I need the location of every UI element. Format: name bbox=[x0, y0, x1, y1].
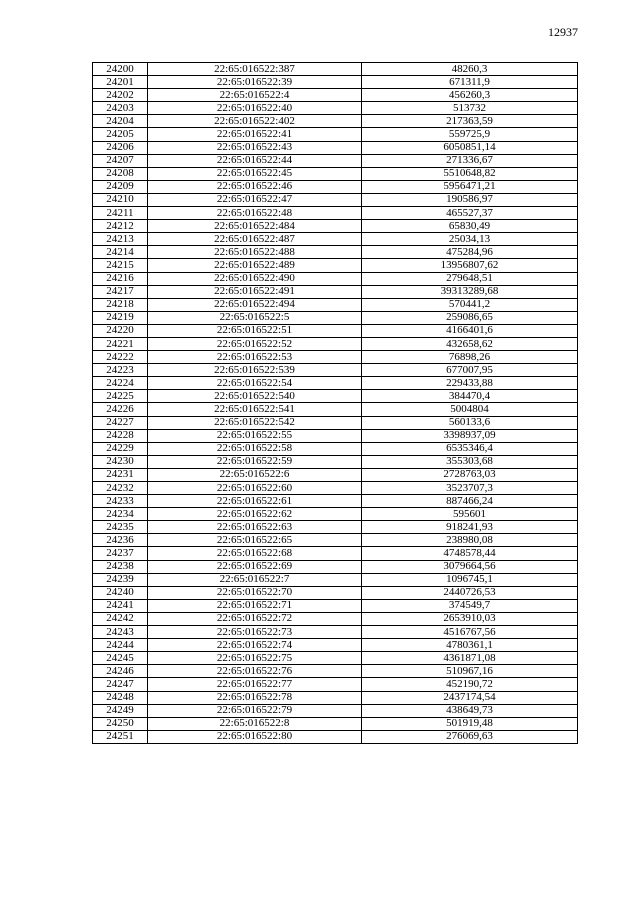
row-number-cell: 24244 bbox=[93, 639, 148, 652]
cadastral-number-cell: 22:65:016522:65 bbox=[148, 534, 362, 547]
cadastral-number-cell: 22:65:016522:74 bbox=[148, 639, 362, 652]
table-row bbox=[93, 442, 578, 455]
table-row bbox=[93, 691, 578, 704]
cadastral-number-cell: 22:65:016522:52 bbox=[148, 337, 362, 350]
cadastral-number-cell: 22:65:016522:53 bbox=[148, 351, 362, 364]
table-row bbox=[93, 678, 578, 691]
table-row bbox=[93, 246, 578, 259]
table-row bbox=[93, 351, 578, 364]
cadastral-number-cell: 22:65:016522:540 bbox=[148, 390, 362, 403]
cadastral-value-cell: 452190,72 bbox=[362, 678, 578, 691]
table-row bbox=[93, 416, 578, 429]
cadastral-value-cell: 3079664,56 bbox=[362, 560, 578, 573]
row-number-cell: 24201 bbox=[93, 76, 148, 89]
cadastral-number-cell: 22:65:016522:54 bbox=[148, 377, 362, 390]
cadastral-value-cell: 456260,3 bbox=[362, 89, 578, 102]
cadastral-value-cell: 5956471,21 bbox=[362, 180, 578, 193]
table-row bbox=[93, 272, 578, 285]
cadastral-number-cell: 22:65:016522:490 bbox=[148, 272, 362, 285]
cadastral-number-cell: 22:65:016522:489 bbox=[148, 259, 362, 272]
table-row bbox=[93, 220, 578, 233]
table-row bbox=[93, 115, 578, 128]
table-row bbox=[93, 639, 578, 652]
cadastral-value-cell: 5510648,82 bbox=[362, 167, 578, 180]
row-number-cell: 24205 bbox=[93, 128, 148, 141]
cadastral-value-cell: 438649,73 bbox=[362, 704, 578, 717]
table-row bbox=[93, 193, 578, 206]
cadastral-number-cell: 22:65:016522:80 bbox=[148, 730, 362, 743]
cadastral-value-cell: 48260,3 bbox=[362, 63, 578, 76]
row-number-cell: 24236 bbox=[93, 534, 148, 547]
cadastral-value-cell: 501919,48 bbox=[362, 717, 578, 730]
table-row bbox=[93, 259, 578, 272]
table-row bbox=[93, 717, 578, 730]
row-number-cell: 24204 bbox=[93, 115, 148, 128]
row-number-cell: 24228 bbox=[93, 429, 148, 442]
cadastral-number-cell: 22:65:016522:539 bbox=[148, 364, 362, 377]
row-number-cell: 24226 bbox=[93, 403, 148, 416]
cadastral-value-cell: 279648,51 bbox=[362, 272, 578, 285]
cadastral-value-cell: 1096745,1 bbox=[362, 573, 578, 586]
cadastral-value-cell: 271336,67 bbox=[362, 154, 578, 167]
row-number-cell: 24225 bbox=[93, 390, 148, 403]
row-number-cell: 24234 bbox=[93, 508, 148, 521]
cadastral-value-cell: 560133,6 bbox=[362, 416, 578, 429]
cadastral-value-cell: 475284,96 bbox=[362, 246, 578, 259]
row-number-cell: 24218 bbox=[93, 298, 148, 311]
cadastral-value-cell: 5004804 bbox=[362, 403, 578, 416]
row-number-cell: 24220 bbox=[93, 324, 148, 337]
table-row bbox=[93, 560, 578, 573]
row-number-cell: 24245 bbox=[93, 652, 148, 665]
table-row bbox=[93, 180, 578, 193]
table-row bbox=[93, 207, 578, 220]
cadastral-value-cell: 4780361,1 bbox=[362, 639, 578, 652]
cadastral-number-cell: 22:65:016522:71 bbox=[148, 599, 362, 612]
cadastral-value-cell: 2437174,54 bbox=[362, 691, 578, 704]
cadastral-number-cell: 22:65:016522:4 bbox=[148, 89, 362, 102]
row-number-cell: 24224 bbox=[93, 377, 148, 390]
row-number-cell: 24240 bbox=[93, 586, 148, 599]
table-row bbox=[93, 547, 578, 560]
table-row bbox=[93, 377, 578, 390]
cadastral-value-cell: 510967,16 bbox=[362, 665, 578, 678]
table-row bbox=[93, 612, 578, 625]
cadastral-number-cell: 22:65:016522:45 bbox=[148, 167, 362, 180]
cadastral-value-cell: 887466,24 bbox=[362, 495, 578, 508]
table-row bbox=[93, 154, 578, 167]
cadastral-number-cell: 22:65:016522:77 bbox=[148, 678, 362, 691]
table-row bbox=[93, 337, 578, 350]
cadastral-value-cell: 513732 bbox=[362, 102, 578, 115]
cadastral-number-cell: 22:65:016522:5 bbox=[148, 311, 362, 324]
table-row bbox=[93, 141, 578, 154]
row-number-cell: 24209 bbox=[93, 180, 148, 193]
row-number-cell: 24250 bbox=[93, 717, 148, 730]
cadastral-number-cell: 22:65:016522:59 bbox=[148, 455, 362, 468]
table-row bbox=[93, 730, 578, 743]
row-number-cell: 24217 bbox=[93, 285, 148, 298]
page-number: 12937 bbox=[548, 25, 578, 39]
cadastral-number-cell: 22:65:016522:79 bbox=[148, 704, 362, 717]
cadastral-number-cell: 22:65:016522:62 bbox=[148, 508, 362, 521]
cadastral-value-cell: 6050851,14 bbox=[362, 141, 578, 154]
row-number-cell: 24249 bbox=[93, 704, 148, 717]
row-number-cell: 24223 bbox=[93, 364, 148, 377]
cadastral-number-cell: 22:65:016522:76 bbox=[148, 665, 362, 678]
cadastral-value-cell: 595601 bbox=[362, 508, 578, 521]
cadastral-value-cell: 570441,2 bbox=[362, 298, 578, 311]
cadastral-number-cell: 22:65:016522:491 bbox=[148, 285, 362, 298]
row-number-cell: 24235 bbox=[93, 521, 148, 534]
table-row bbox=[93, 63, 578, 76]
cadastral-value-cell: 76898,26 bbox=[362, 351, 578, 364]
row-number-cell: 24233 bbox=[93, 495, 148, 508]
row-number-cell: 24231 bbox=[93, 468, 148, 481]
cadastral-value-cell: 217363,59 bbox=[362, 115, 578, 128]
cadastral-value-cell: 2728763,03 bbox=[362, 468, 578, 481]
table-row bbox=[93, 128, 578, 141]
cadastral-value-cell: 190586,97 bbox=[362, 193, 578, 206]
table-row bbox=[93, 586, 578, 599]
table-row bbox=[93, 102, 578, 115]
table-row bbox=[93, 403, 578, 416]
cadastral-number-cell: 22:65:016522:55 bbox=[148, 429, 362, 442]
row-number-cell: 24211 bbox=[93, 207, 148, 220]
cadastral-value-table bbox=[92, 62, 578, 744]
cadastral-value-cell: 259086,65 bbox=[362, 311, 578, 324]
table-row bbox=[93, 429, 578, 442]
cadastral-value-cell: 677007,95 bbox=[362, 364, 578, 377]
table-row bbox=[93, 599, 578, 612]
table-row bbox=[93, 534, 578, 547]
cadastral-value-cell: 3398937,09 bbox=[362, 429, 578, 442]
table-row bbox=[93, 89, 578, 102]
cadastral-number-cell: 22:65:016522:541 bbox=[148, 403, 362, 416]
row-number-cell: 24200 bbox=[93, 63, 148, 76]
cadastral-number-cell: 22:65:016522:63 bbox=[148, 521, 362, 534]
cadastral-number-cell: 22:65:016522:60 bbox=[148, 482, 362, 495]
table-row bbox=[93, 390, 578, 403]
row-number-cell: 24221 bbox=[93, 337, 148, 350]
cadastral-number-cell: 22:65:016522:7 bbox=[148, 573, 362, 586]
cadastral-number-cell: 22:65:016522:41 bbox=[148, 128, 362, 141]
cadastral-number-cell: 22:65:016522:75 bbox=[148, 652, 362, 665]
cadastral-number-cell: 22:65:016522:51 bbox=[148, 324, 362, 337]
row-number-cell: 24229 bbox=[93, 442, 148, 455]
row-number-cell: 24243 bbox=[93, 626, 148, 639]
cadastral-number-cell: 22:65:016522:68 bbox=[148, 547, 362, 560]
table-row bbox=[93, 665, 578, 678]
cadastral-value-cell: 229433,88 bbox=[362, 377, 578, 390]
row-number-cell: 24232 bbox=[93, 482, 148, 495]
cadastral-number-cell: 22:65:016522:387 bbox=[148, 63, 362, 76]
table-row bbox=[93, 298, 578, 311]
cadastral-number-cell: 22:65:016522:8 bbox=[148, 717, 362, 730]
table-row bbox=[93, 704, 578, 717]
row-number-cell: 24213 bbox=[93, 233, 148, 246]
cadastral-value-cell: 374549,7 bbox=[362, 599, 578, 612]
row-number-cell: 24242 bbox=[93, 612, 148, 625]
cadastral-number-cell: 22:65:016522:73 bbox=[148, 626, 362, 639]
cadastral-value-cell: 432658,62 bbox=[362, 337, 578, 350]
row-number-cell: 24239 bbox=[93, 573, 148, 586]
cadastral-number-cell: 22:65:016522:58 bbox=[148, 442, 362, 455]
table-row bbox=[93, 455, 578, 468]
row-number-cell: 24202 bbox=[93, 89, 148, 102]
cadastral-value-cell: 238980,08 bbox=[362, 534, 578, 547]
row-number-cell: 24214 bbox=[93, 246, 148, 259]
row-number-cell: 24251 bbox=[93, 730, 148, 743]
row-number-cell: 24212 bbox=[93, 220, 148, 233]
cadastral-value-cell: 4516767,56 bbox=[362, 626, 578, 639]
row-number-cell: 24230 bbox=[93, 455, 148, 468]
cadastral-number-cell: 22:65:016522:488 bbox=[148, 246, 362, 259]
cadastral-value-cell: 671311,9 bbox=[362, 76, 578, 89]
cadastral-number-cell: 22:65:016522:40 bbox=[148, 102, 362, 115]
cadastral-number-cell: 22:65:016522:70 bbox=[148, 586, 362, 599]
cadastral-value-cell: 6535346,4 bbox=[362, 442, 578, 455]
table-row bbox=[93, 495, 578, 508]
cadastral-value-cell: 2440726,53 bbox=[362, 586, 578, 599]
cadastral-value-cell: 65830,49 bbox=[362, 220, 578, 233]
table-row bbox=[93, 652, 578, 665]
cadastral-value-cell: 2653910,03 bbox=[362, 612, 578, 625]
cadastral-value-cell: 4361871,08 bbox=[362, 652, 578, 665]
table-row bbox=[93, 233, 578, 246]
table-row bbox=[93, 285, 578, 298]
table-row bbox=[93, 482, 578, 495]
cadastral-number-cell: 22:65:016522:48 bbox=[148, 207, 362, 220]
cadastral-number-cell: 22:65:016522:44 bbox=[148, 154, 362, 167]
table-row bbox=[93, 364, 578, 377]
cadastral-value-cell: 355303,68 bbox=[362, 455, 578, 468]
row-number-cell: 24207 bbox=[93, 154, 148, 167]
row-number-cell: 24238 bbox=[93, 560, 148, 573]
row-number-cell: 24237 bbox=[93, 547, 148, 560]
cadastral-number-cell: 22:65:016522:542 bbox=[148, 416, 362, 429]
table-body bbox=[93, 63, 578, 744]
cadastral-value-cell: 384470,4 bbox=[362, 390, 578, 403]
cadastral-number-cell: 22:65:016522:43 bbox=[148, 141, 362, 154]
table-row bbox=[93, 76, 578, 89]
cadastral-value-cell: 25034,13 bbox=[362, 233, 578, 246]
cadastral-value-cell: 4748578,44 bbox=[362, 547, 578, 560]
table-row bbox=[93, 324, 578, 337]
cadastral-number-cell: 22:65:016522:6 bbox=[148, 468, 362, 481]
row-number-cell: 24248 bbox=[93, 691, 148, 704]
row-number-cell: 24216 bbox=[93, 272, 148, 285]
row-number-cell: 24227 bbox=[93, 416, 148, 429]
cadastral-number-cell: 22:65:016522:61 bbox=[148, 495, 362, 508]
row-number-cell: 24215 bbox=[93, 259, 148, 272]
row-number-cell: 24247 bbox=[93, 678, 148, 691]
row-number-cell: 24206 bbox=[93, 141, 148, 154]
row-number-cell: 24203 bbox=[93, 102, 148, 115]
cadastral-value-cell: 39313289,68 bbox=[362, 285, 578, 298]
cadastral-number-cell: 22:65:016522:484 bbox=[148, 220, 362, 233]
cadastral-number-cell: 22:65:016522:78 bbox=[148, 691, 362, 704]
table-row bbox=[93, 311, 578, 324]
cadastral-number-cell: 22:65:016522:46 bbox=[148, 180, 362, 193]
cadastral-number-cell: 22:65:016522:69 bbox=[148, 560, 362, 573]
cadastral-number-cell: 22:65:016522:72 bbox=[148, 612, 362, 625]
cadastral-value-cell: 918241,93 bbox=[362, 521, 578, 534]
cadastral-number-cell: 22:65:016522:47 bbox=[148, 193, 362, 206]
row-number-cell: 24246 bbox=[93, 665, 148, 678]
table-row bbox=[93, 167, 578, 180]
cadastral-number-cell: 22:65:016522:39 bbox=[148, 76, 362, 89]
table-row bbox=[93, 508, 578, 521]
table-row bbox=[93, 626, 578, 639]
cadastral-value-cell: 465527,37 bbox=[362, 207, 578, 220]
row-number-cell: 24241 bbox=[93, 599, 148, 612]
cadastral-value-cell: 3523707,3 bbox=[362, 482, 578, 495]
row-number-cell: 24210 bbox=[93, 193, 148, 206]
cadastral-value-cell: 13956807,62 bbox=[362, 259, 578, 272]
table-row bbox=[93, 573, 578, 586]
row-number-cell: 24219 bbox=[93, 311, 148, 324]
row-number-cell: 24222 bbox=[93, 351, 148, 364]
table-row bbox=[93, 468, 578, 481]
cadastral-number-cell: 22:65:016522:402 bbox=[148, 115, 362, 128]
cadastral-value-cell: 559725,9 bbox=[362, 128, 578, 141]
cadastral-value-cell: 4166401,6 bbox=[362, 324, 578, 337]
cadastral-number-cell: 22:65:016522:494 bbox=[148, 298, 362, 311]
cadastral-value-cell: 276069,63 bbox=[362, 730, 578, 743]
row-number-cell: 24208 bbox=[93, 167, 148, 180]
table-row bbox=[93, 521, 578, 534]
cadastral-number-cell: 22:65:016522:487 bbox=[148, 233, 362, 246]
